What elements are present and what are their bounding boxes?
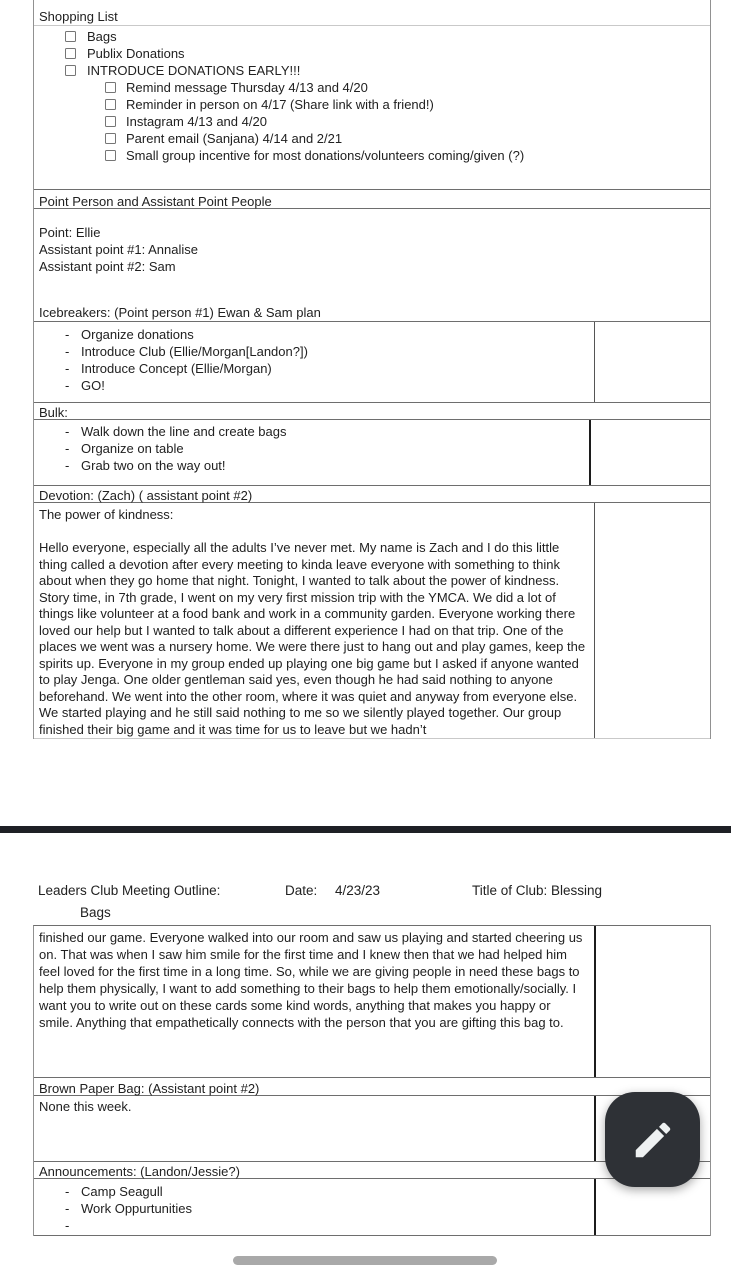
icebreaker-item: - Introduce Concept (Ellie/Morgan): [34, 360, 710, 377]
devotion-cell: [34, 503, 710, 739]
checkbox[interactable]: [65, 31, 76, 42]
checklist-label: Remind message Thursday 4/13 and 4/20: [126, 80, 368, 95]
checklist-item: [34, 147, 710, 164]
checklist-item: [34, 28, 710, 45]
pencil-icon: [630, 1117, 676, 1163]
horizontal-scrollbar-handle[interactable]: [233, 1256, 497, 1265]
checkbox[interactable]: [105, 82, 116, 93]
shopping-list-header-row: [34, 0, 710, 26]
brown-paper-bag-header: Brown Paper Bag: (Assistant point #2): [39, 1081, 260, 1096]
bulk-header-row: [34, 403, 710, 420]
brown-paper-bag-body: None this week.: [39, 1099, 132, 1114]
announcements-header: Announcements: (Landon/Jessie?): [39, 1164, 240, 1179]
announcements-cell: [34, 1179, 710, 1236]
table-column-divider: [594, 926, 596, 1077]
devotion-body: Hello everyone, especially all the adults I’ve never met. My name is Zach and I do this little thing called a devotion after every meeting to kinda leave everyone with something to think about when they go home that night. Tonight, I wanted to talk about the power of kindness. Story time, in 7th grade, I went on my very first mission trip with the YMCA. We did a lot of things like volunteer at a food bank and work in a community garden. Everyone working there loved our help but I wanted to talk about a different experience I had on that trip. One of the places we went was a nursery home. We were there just to hang out and play games, keep the spirits up. Everyone in my group ended up playing one big game but I asked if anyone wanted to play Jenga. One older gentleman said yes, even though he had said nothing to anyone beforehand. We went into the other room, where it was quiet and anyway from everyone else. We started playing and he still said nothing to me so we silently played together. Our group finished their big game and it was time for us to leave but we hadn’t: [39, 540, 586, 737]
point-line: Assistant point #2: Sam: [39, 259, 176, 274]
shopping-list-title: Shopping List: [39, 9, 118, 24]
devotion-continuation-cell: [34, 926, 710, 1078]
icebreaker-item: - Organize donations: [34, 326, 710, 343]
checklist-item: [34, 130, 710, 147]
bulk-cell: [34, 420, 710, 486]
point-people-cell: [34, 209, 710, 322]
checkbox[interactable]: [105, 133, 116, 144]
devotion-header: Devotion: (Zach) ( assistant point #2): [39, 488, 253, 503]
devotion-title: The power of kindness:: [39, 507, 174, 522]
checklist-label: INTRODUCE DONATIONS EARLY!!!: [87, 63, 301, 78]
point-line: Point: Ellie: [39, 225, 101, 240]
brown-paper-bag-header-row: [34, 1078, 710, 1096]
page-break-bar: [0, 826, 731, 833]
checkbox[interactable]: [65, 65, 76, 76]
bulk-item: - Walk down the line and create bags: [34, 423, 710, 440]
page2-header-date-label: Date:: [285, 883, 318, 898]
table-column-divider: [594, 503, 595, 738]
page2-header-club-title-wrap: Bags: [80, 905, 111, 920]
blank-line: [39, 523, 710, 540]
checklist-label: Reminder in person on 4/17 (Share link with a friend!): [126, 97, 434, 112]
checkbox[interactable]: [105, 116, 116, 127]
meeting-outline-table-page2: [33, 925, 711, 1236]
shopping-checklist-cell: [34, 26, 710, 190]
point-people-header-row: [34, 190, 710, 209]
checkbox[interactable]: [65, 48, 76, 59]
icebreaker-item: - GO!: [34, 377, 710, 394]
point-line: Assistant point #1: Annalise: [39, 242, 198, 257]
checklist-label: Parent email (Sanjana) 4/14 and 2/21: [126, 131, 343, 146]
meeting-outline-table-page1: [33, 0, 711, 739]
table-column-divider: [594, 1179, 596, 1235]
bulk-header: Bulk:: [39, 405, 68, 420]
table-column-divider: [594, 1096, 596, 1161]
icebreakers-cell: [34, 322, 710, 403]
point-people-header: Point Person and Assistant Point People: [39, 194, 272, 209]
bulk-item: - Grab two on the way out!: [34, 457, 710, 474]
table-column-divider: [594, 322, 595, 402]
icebreakers-label: Icebreakers: (Point person #1) Ewan & Sam plan: [39, 305, 321, 320]
checklist-label: Bags: [87, 29, 117, 44]
point-people-lines: [34, 209, 710, 275]
checklist-item: [34, 62, 710, 79]
checklist-item: [34, 96, 710, 113]
checklist-item: [34, 45, 710, 62]
announcement-item: - Work Oppurtunities: [34, 1200, 710, 1217]
checkbox[interactable]: [105, 99, 116, 110]
devotion-header-row: [34, 486, 710, 503]
checklist-item: [34, 79, 710, 96]
icebreaker-item: - Introduce Club (Ellie/Morgan[Landon?]): [34, 343, 710, 360]
bulk-item: - Organize on table: [34, 440, 710, 457]
checklist-label: Small group incentive for most donations/volunteers coming/given (?): [126, 148, 525, 163]
checklist-label: Instagram 4/13 and 4/20: [126, 114, 267, 129]
checkbox[interactable]: [105, 150, 116, 161]
page2-header-club-title: Title of Club: Blessing: [472, 883, 603, 898]
checklist-item: [34, 113, 710, 130]
page2-header-title: Leaders Club Meeting Outline:: [38, 883, 221, 898]
checklist-label: Publix Donations: [87, 46, 185, 61]
page2-header-date-value: 4/23/23: [335, 883, 381, 898]
table-column-divider: [589, 420, 591, 485]
announcement-item: - Camp Seagull: [34, 1183, 710, 1200]
devotion-continuation-body: finished our game. Everyone walked into our room and saw us playing and started cheering us on. That was when I saw him smile for the first time and I knew then that we had helped him feel loved for the first time in a long time. So, while we are giving people in need these bags to help them physically, I want to add something to their bags to help them emotionally/socially. I want you to write out on these cards some kind words, anything that makes you happy or smile. Anything that empathetically connects with the person that you are gifting this bag to.: [39, 930, 583, 1030]
announcement-item: [34, 1217, 710, 1234]
edit-document-button[interactable]: [605, 1092, 700, 1187]
